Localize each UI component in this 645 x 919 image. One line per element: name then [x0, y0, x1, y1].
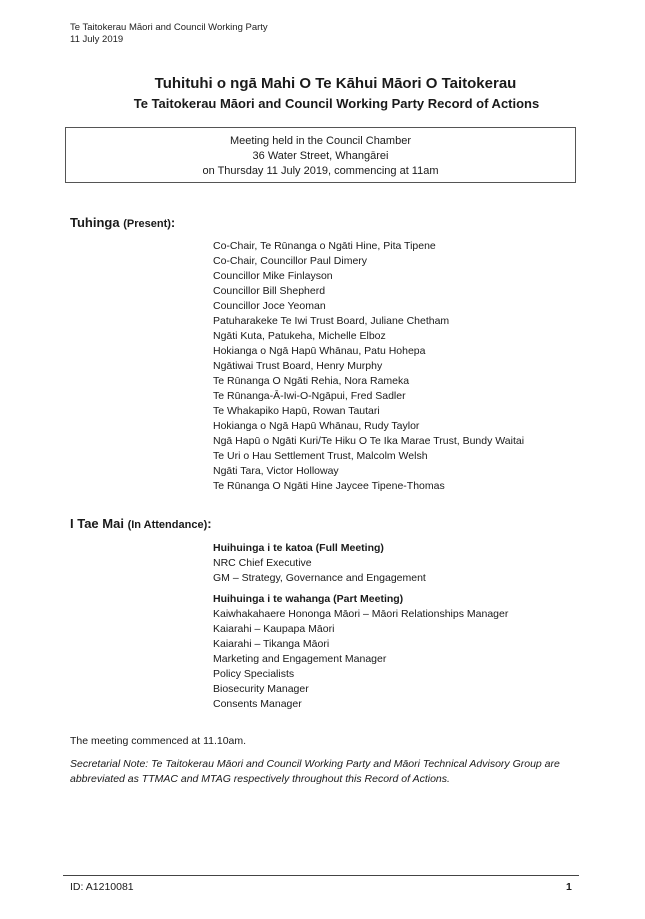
running-header	[70, 22, 268, 46]
part-meeting-label: Huihuinga i te wahanga (Part Meeting)	[213, 593, 404, 605]
list-item: Te Rūnanga O Ngāti Hine Jaycee Tipene-Thomas	[213, 480, 445, 492]
list-item: Te Rūnanga-Ā-Iwi-O-Ngāpui, Fred Sadler	[213, 390, 406, 402]
list-item: GM – Strategy, Governance and Engagement	[213, 572, 426, 584]
list-item: Ngātiwai Trust Board, Henry Murphy	[213, 360, 383, 372]
page-number: 1	[566, 881, 572, 893]
list-item: Co-Chair, Te Rūnanga o Ngāti Hine, Pita Tipene	[213, 240, 436, 252]
list-item: Kaiarahi – Kaupapa Māori	[213, 623, 335, 635]
part-meeting-list	[213, 592, 508, 712]
full-meeting-list	[213, 541, 426, 586]
present-members-list	[213, 239, 524, 494]
list-item: Councillor Mike Finlayson	[213, 270, 333, 282]
present-heading-label: Tuhinga	[70, 215, 120, 230]
footer-divider	[63, 875, 579, 876]
list-item: Councillor Joce Yeoman	[213, 300, 326, 312]
document-title: Tuhituhi o ngā Mahi O Te Kāhui Māori O Taitokerau	[154, 75, 517, 92]
running-header-title: Te Taitokerau Māori and Council Working Party	[70, 22, 268, 33]
present-heading-colon: :	[170, 215, 176, 230]
secretarial-note: Secretarial Note: Te Taitokerau Māori and Council Working Party and Māori Technical Advisory Group are abbreviated as TTMAC and MTAG respectively throughout this Record of Actions.	[70, 758, 560, 785]
list-item: Patuharakeke Te Iwi Trust Board, Juliane Chetham	[213, 315, 450, 327]
list-item: Te Whakapiko Hapū, Rowan Tautari	[213, 405, 380, 417]
present-heading-paren: (Present)	[123, 218, 171, 230]
document-id: ID: A1210081	[70, 881, 134, 893]
running-header-date: 11 July 2019	[70, 34, 124, 45]
list-item: Co-Chair, Councillor Paul Dimery	[213, 255, 368, 267]
attendance-heading-paren: (In Attendance)	[127, 519, 208, 531]
list-item: Kaiarahi – Tikanga Māori	[213, 638, 330, 650]
meeting-details-box	[65, 127, 576, 183]
list-item: Marketing and Engagement Manager	[213, 653, 387, 665]
list-item: Ngāti Tara, Victor Holloway	[213, 465, 339, 477]
meeting-commenced-text: The meeting commenced at 11.10am.	[70, 735, 247, 747]
list-item: Hokianga o Ngā Hapū Whānau, Rudy Taylor	[213, 420, 420, 432]
list-item: Biosecurity Manager	[213, 683, 309, 695]
attendance-heading-label: I Tae Mai	[70, 516, 124, 531]
attendance-heading	[70, 516, 212, 531]
list-item: Councillor Bill Shepherd	[213, 285, 326, 297]
meeting-address: 36 Water Street, Whangārei	[252, 150, 389, 162]
document-subtitle: Te Taitokerau Māori and Council Working Party Record of Actions	[133, 96, 540, 111]
list-item: Te Uri o Hau Settlement Trust, Malcolm Welsh	[213, 450, 428, 462]
title-block	[0, 74, 645, 114]
meeting-venue: Meeting held in the Council Chamber	[230, 135, 411, 147]
list-item: Ngāti Kuta, Patukeha, Michelle Elboz	[213, 330, 386, 342]
list-item: Hokianga o Ngā Hapū Whānau, Patu Hohepa	[213, 345, 426, 357]
list-item: Kaiwhakahaere Hononga Māori – Māori Relationships Manager	[213, 608, 509, 620]
meeting-date: on Thursday 11 July 2019, commencing at 11am	[202, 165, 439, 177]
list-item: Policy Specialists	[213, 668, 295, 680]
list-item: Ngā Hapū o Ngāti Kuri/Te Hiku O Te Ika Marae Trust, Bundy Waitai	[213, 435, 525, 447]
list-item: Te Rūnanga O Ngāti Rehia, Nora Rameka	[213, 375, 410, 387]
present-heading	[70, 215, 175, 230]
full-meeting-label: Huihuinga i te katoa (Full Meeting)	[213, 542, 384, 554]
list-item: Consents Manager	[213, 698, 302, 710]
list-item: NRC Chief Executive	[213, 557, 312, 569]
attendance-heading-colon: :	[207, 516, 212, 531]
